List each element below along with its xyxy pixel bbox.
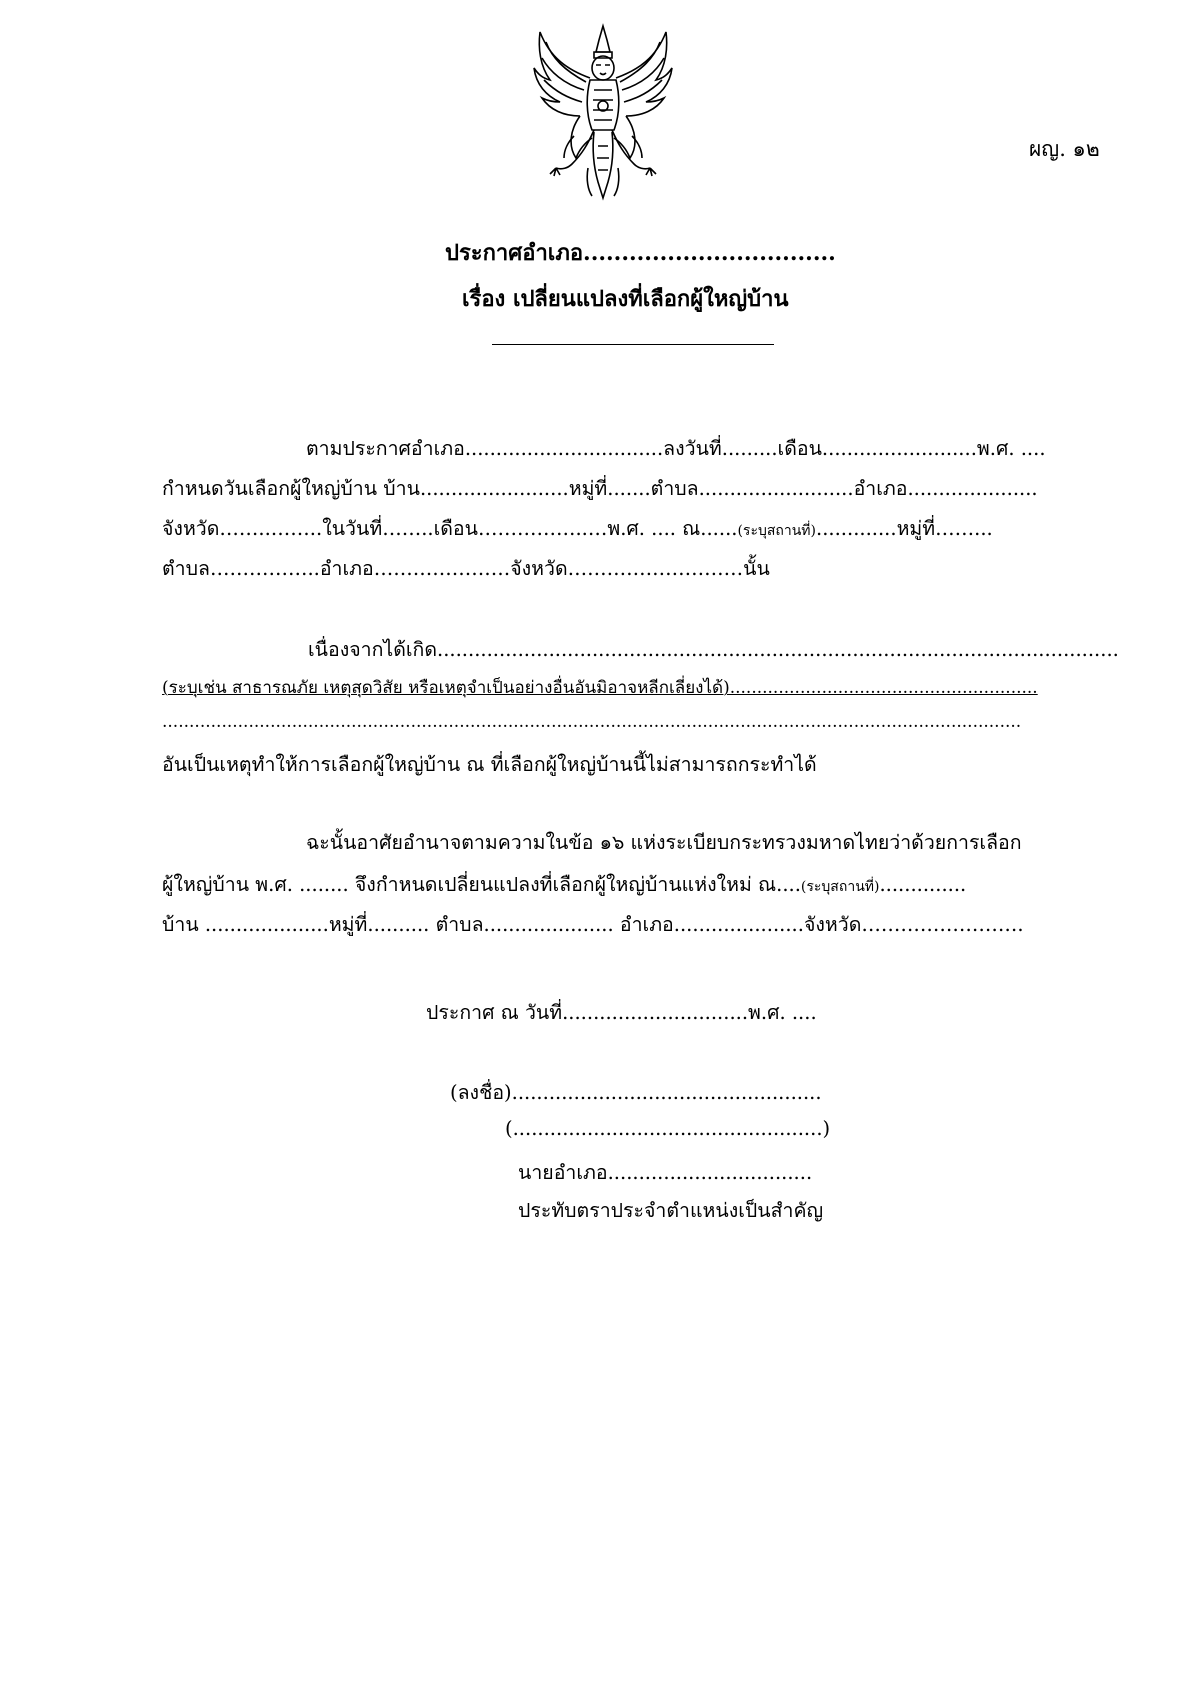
para1-line3-a: จังหวัด……..……..ในวันที่……..เดือน……………..…พ.ศ. .... ณ...... (162, 517, 738, 540)
para3-line2-b: .............. (879, 873, 967, 896)
para2-line4: อันเป็นเหตุทำให้การเลือกผู้ใหญ่บ้าน ณ ที่เลือกผู้ใหญ่บ้านนี้ไม่สามารถกระทำได้ (162, 753, 817, 776)
para3-line3: บ้าน ....................หมู่ที่.......... ตำบล..................... อำเภอ.....................จังหวัด……………………. (162, 913, 1024, 936)
para2-line2: (ระบุเช่น สาธารณภัย เหตุสุดวิสัย หรือเหตุจำเป็นอย่างอื่นอันมิอาจหลีกเลี่ยงได้)......................................................... (162, 678, 1038, 698)
para1-line3-b: .............หมู่ที่……... (816, 517, 993, 540)
signatory-name: (..................................................) (505, 1117, 831, 1140)
announcement-title: ประกาศอำเภอ................................. (445, 240, 836, 266)
location-note: (ระบุสถานที่) (800, 879, 880, 895)
para1-line3 (162, 513, 993, 544)
location-note: (ระบุสถานที่) (737, 523, 816, 539)
announcement-subject: เรื่อง เปลี่ยนแปลงที่เลือกผู้ใหญ่บ้าน (462, 286, 789, 312)
para1-line4: ตำบล……………..อำเภอ…………………จังหวัด………………………นั้น (162, 557, 770, 580)
garuda-emblem (528, 18, 678, 204)
para3-line2 (162, 869, 966, 900)
signature-line: (ลงชื่อ).................................................. (450, 1081, 822, 1104)
para1-line2: กำหนดวันเลือกผู้ใหญ่บ้าน บ้าน........................หมู่ที่.......ตำบล.........................อำเภอ..................... (162, 477, 1038, 500)
para2-line1: เนื่องจากได้เกิด.............................................................................................................. (308, 638, 1119, 661)
para2-line3: ............................................................................................................................................................... (162, 712, 1022, 732)
signatory-position: นายอำเภอ................................. (518, 1161, 813, 1184)
form-code: ผญ. ๑๒ (1029, 137, 1100, 161)
announce-date: ประกาศ ณ วันที่..............................พ.ศ. .... (426, 1001, 817, 1024)
seal-note: ประทับตราประจำตำแหน่งเป็นสำคัญ (518, 1199, 824, 1222)
para3-line1: ฉะนั้นอาศัยอำนาจตามความในข้อ ๑๖ แห่งระเบียบกระทรวงมหาดไทยว่าด้วยการเลือก (306, 831, 1022, 854)
title-underline (492, 344, 774, 345)
para3-line2-a: ผู้ใหญ่บ้าน พ.ศ. ........ จึงกำหนดเปลี่ยนแปลงที่เลือกผู้ใหญ่บ้านแห่งใหม่ ณ.... (162, 873, 801, 896)
para1-line1: ตามประกาศอำเภอ................................ลงวันที่.........เดือน.........................พ.ศ. .... (306, 437, 1046, 460)
